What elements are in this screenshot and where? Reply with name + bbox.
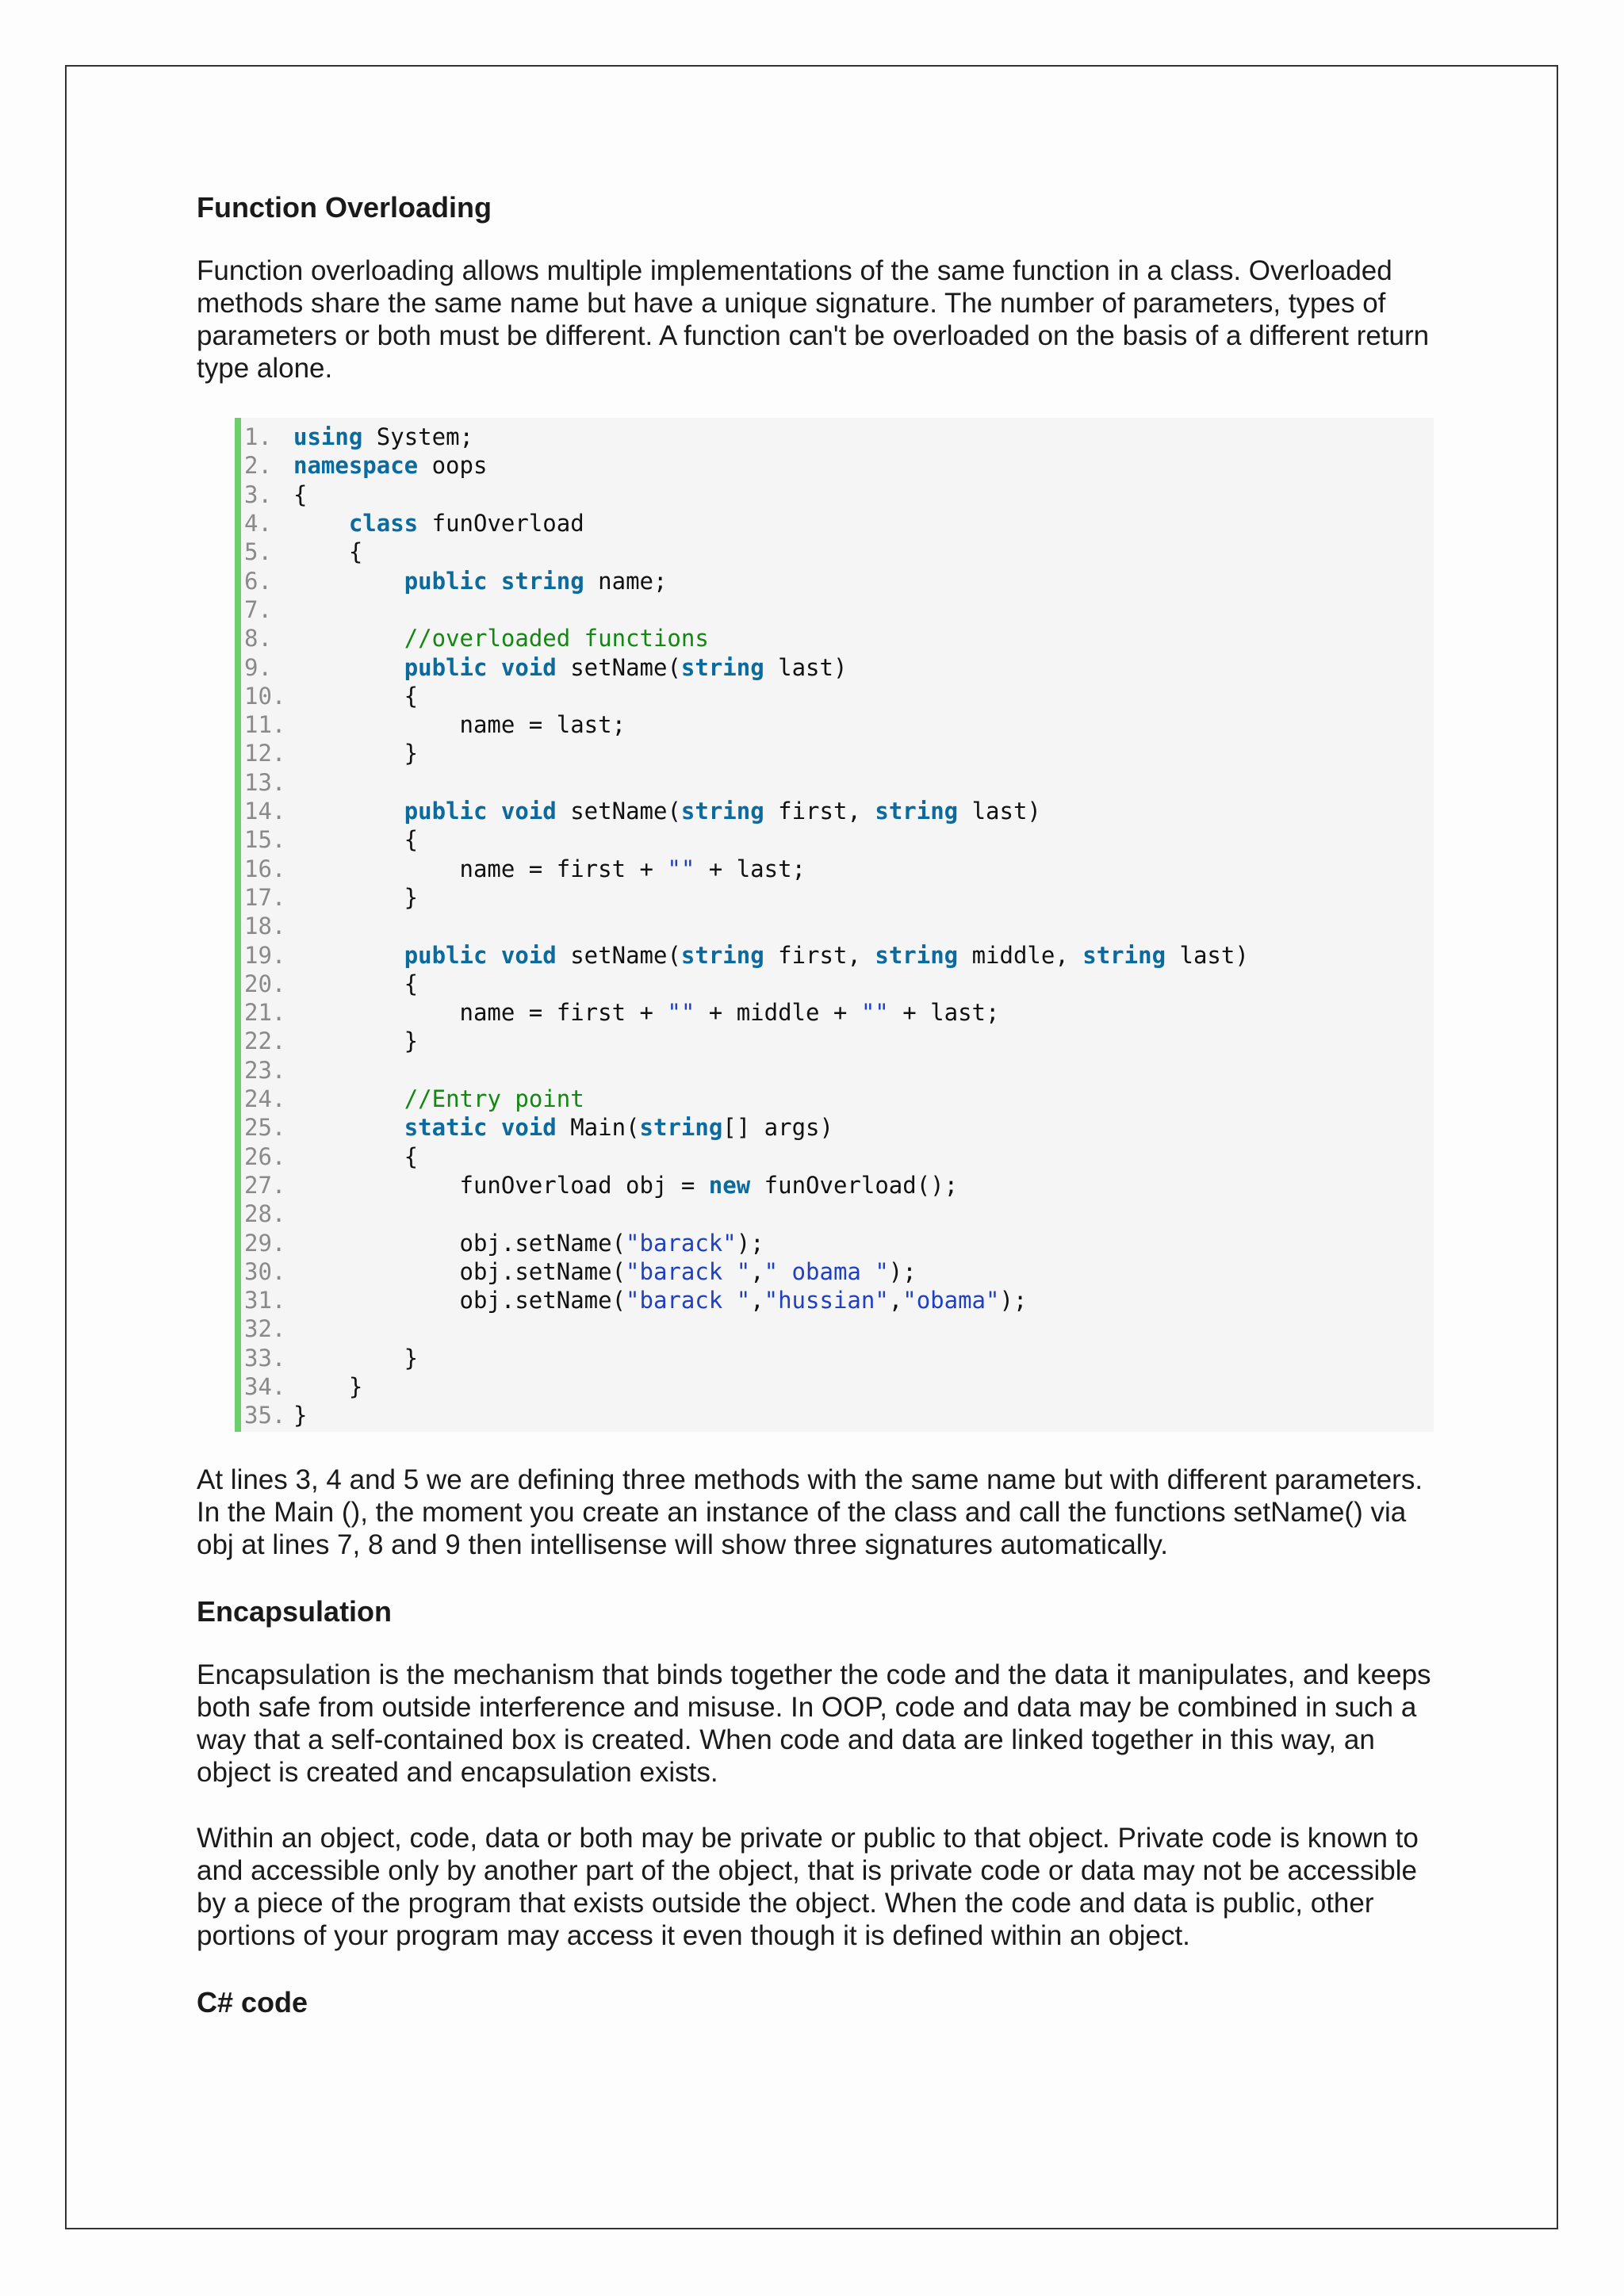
code-token: , xyxy=(750,1287,764,1314)
line-number: 12. xyxy=(244,740,286,767)
code-string: "hussian" xyxy=(764,1287,889,1314)
code-text xyxy=(293,480,307,509)
code-token: , xyxy=(888,1287,903,1314)
code-text xyxy=(293,739,418,767)
code-token xyxy=(293,1085,404,1112)
code-line xyxy=(241,768,1434,797)
code-text xyxy=(293,1401,307,1429)
line-number: 34. xyxy=(244,1372,286,1400)
code-string: " obama " xyxy=(764,1257,889,1285)
code-line xyxy=(241,1229,1434,1257)
code-string: "barack " xyxy=(626,1257,751,1285)
code-token: + last; xyxy=(695,855,806,882)
code-text xyxy=(293,1113,833,1142)
line-number: 5. xyxy=(244,538,272,566)
code-token: name = first + xyxy=(293,999,668,1027)
code-line xyxy=(241,595,1434,624)
code-line xyxy=(241,912,1434,940)
code-keyword: void xyxy=(500,798,557,825)
line-number: 20. xyxy=(244,970,286,997)
code-line xyxy=(241,480,1434,509)
code-text xyxy=(293,509,584,538)
code-text xyxy=(293,998,999,1027)
code-text xyxy=(293,825,418,854)
line-number: 11. xyxy=(244,711,286,739)
page-content xyxy=(197,190,1434,2049)
code-token xyxy=(487,798,500,825)
code-line xyxy=(241,883,1434,912)
code-line xyxy=(241,1056,1434,1085)
code-text xyxy=(293,1142,418,1171)
code-token: [] args) xyxy=(722,1114,833,1142)
code-token xyxy=(293,798,404,825)
code-keyword: void xyxy=(500,653,557,681)
code-token: } xyxy=(293,1344,419,1372)
paragraph-encapsulation-1: Encapsulation is the mechanism that binds together the code and the data it manipulates, and keeps both safe from outside interference and misuse. In OOP, code and data may be combined in such a way that a self-contained box is created. When code and data are linked together in this way, an object is created and encapsulation exists. xyxy=(197,1659,1431,1788)
code-comment: //overloaded functions xyxy=(404,625,709,652)
code-text xyxy=(293,710,626,739)
code-keyword: void xyxy=(500,1114,557,1142)
code-line xyxy=(241,509,1434,538)
code-token: ); xyxy=(888,1257,917,1285)
code-token: } xyxy=(293,1027,419,1055)
code-token: middle, xyxy=(958,941,1083,969)
line-number: 17. xyxy=(244,883,286,911)
code-line xyxy=(241,1314,1434,1343)
line-number: 24. xyxy=(244,1085,286,1113)
code-line xyxy=(241,797,1434,825)
code-line xyxy=(241,710,1434,739)
code-token: funOverload(); xyxy=(750,1171,959,1199)
code-token: } xyxy=(293,1372,363,1400)
code-line xyxy=(241,1142,1434,1171)
line-number: 18. xyxy=(244,913,286,940)
line-number: 15. xyxy=(244,826,286,854)
code-keyword: static xyxy=(404,1114,488,1142)
code-token: name = last; xyxy=(293,711,626,739)
code-token xyxy=(487,654,500,681)
code-token: first, xyxy=(764,798,875,825)
code-block xyxy=(235,418,1434,1431)
code-line xyxy=(241,739,1434,767)
code-text xyxy=(293,1344,418,1372)
section-heading-encapsulation: Encapsulation xyxy=(197,1594,393,1628)
code-text xyxy=(293,1027,418,1055)
code-token: name = first + xyxy=(293,855,668,882)
code-line xyxy=(241,451,1434,480)
line-number: 21. xyxy=(244,999,286,1027)
section-heading-function-overloading: Function Overloading xyxy=(197,191,492,224)
code-token xyxy=(293,1114,404,1141)
code-token: setName( xyxy=(556,941,681,969)
code-line xyxy=(241,653,1434,682)
code-text xyxy=(293,941,1249,970)
code-text xyxy=(293,855,806,883)
code-comment: //Entry point xyxy=(404,1085,584,1113)
code-token: { xyxy=(293,1142,419,1170)
code-line xyxy=(241,1113,1434,1142)
code-token xyxy=(293,942,404,969)
code-line xyxy=(241,624,1434,652)
code-line xyxy=(241,825,1434,854)
code-keyword: public xyxy=(404,941,488,969)
code-keyword: class xyxy=(348,510,419,538)
line-number: 4. xyxy=(244,510,272,538)
code-token: } xyxy=(293,883,419,911)
line-number: 16. xyxy=(244,855,286,882)
code-text xyxy=(293,538,362,566)
code-keyword: using xyxy=(293,423,363,451)
code-line xyxy=(241,423,1434,451)
line-number: 7. xyxy=(244,595,272,623)
code-keyword: string xyxy=(639,1114,723,1142)
code-token xyxy=(487,1114,500,1141)
paragraph-encapsulation-2: Within an object, code, data or both may be private or public to that object. Private code is known to and accessible only by another part of the object, that is private code or data may not be accessible by a piece of the program that exists outside the object. When the code and data is public, other portions of your program may access it even though it is defined within an object. xyxy=(197,1822,1419,1951)
code-line xyxy=(241,1171,1434,1200)
code-line xyxy=(241,855,1434,883)
code-text xyxy=(293,883,418,912)
code-token xyxy=(293,625,404,652)
code-keyword: public xyxy=(404,653,488,681)
code-text xyxy=(293,567,667,595)
code-keyword: namespace xyxy=(293,452,419,480)
code-text xyxy=(293,1257,917,1286)
line-number: 3. xyxy=(244,480,272,508)
code-token: ); xyxy=(736,1229,764,1257)
code-token: { xyxy=(293,682,419,710)
code-text xyxy=(293,1171,958,1200)
code-token: Main( xyxy=(556,1114,640,1142)
code-string: "" xyxy=(667,855,695,882)
code-text xyxy=(293,1085,584,1113)
line-number: 31. xyxy=(244,1287,286,1314)
code-keyword: string xyxy=(680,653,764,681)
code-keyword: void xyxy=(500,941,557,969)
code-keyword: string xyxy=(680,941,764,969)
code-text xyxy=(293,1229,764,1257)
code-keyword: string xyxy=(875,941,959,969)
code-line xyxy=(241,1372,1434,1401)
code-keyword: string xyxy=(680,798,764,825)
line-number: 22. xyxy=(244,1027,286,1055)
code-string: "" xyxy=(860,999,889,1027)
code-token: , xyxy=(750,1257,764,1285)
line-number: 28. xyxy=(244,1200,286,1228)
code-token: { xyxy=(293,538,363,566)
code-token: name; xyxy=(584,567,668,595)
code-text xyxy=(293,1286,1027,1314)
line-number: 35. xyxy=(244,1402,286,1429)
section-heading-csharp-code: C# code xyxy=(197,1985,308,2019)
line-number: 27. xyxy=(244,1171,286,1199)
line-number: 2. xyxy=(244,452,272,480)
line-number: 32. xyxy=(244,1315,286,1343)
code-token xyxy=(293,654,404,681)
code-line xyxy=(241,998,1434,1027)
code-token: { xyxy=(293,970,419,997)
code-token: last) xyxy=(1166,941,1249,969)
line-number: 10. xyxy=(244,682,286,710)
code-token: oops xyxy=(418,452,488,480)
code-token: obj.setName( xyxy=(293,1257,626,1285)
code-keyword: string xyxy=(500,567,584,595)
line-number: 8. xyxy=(244,625,272,652)
code-token: obj.setName( xyxy=(293,1229,626,1257)
code-token xyxy=(487,942,500,969)
code-string: "" xyxy=(667,999,695,1027)
line-number: 1. xyxy=(244,423,272,451)
code-keyword: public xyxy=(404,567,488,595)
code-line xyxy=(241,1085,1434,1113)
code-token: obj.setName( xyxy=(293,1287,626,1314)
code-text xyxy=(293,423,473,451)
code-token: + last; xyxy=(888,999,1000,1027)
line-number: 19. xyxy=(244,941,286,969)
code-text xyxy=(293,624,709,652)
code-line xyxy=(241,1027,1434,1055)
paragraph-code-explanation: At lines 3, 4 and 5 we are defining three methods with the same name but with different parameters. In the Main (), the moment you create an instance of the class and call the functions setName() via obj at lines 7, 8 and 9 then intellisense will show three signatures automatically. xyxy=(197,1464,1423,1560)
code-text xyxy=(293,451,487,480)
code-token: first, xyxy=(764,941,875,969)
code-keyword: public xyxy=(404,798,488,825)
line-number: 9. xyxy=(244,653,272,681)
code-token: last) xyxy=(958,798,1041,825)
code-line xyxy=(241,1200,1434,1228)
code-text xyxy=(293,1372,362,1401)
line-number: 14. xyxy=(244,798,286,825)
code-token: } xyxy=(293,740,419,767)
code-line xyxy=(241,1344,1434,1372)
code-text xyxy=(293,682,418,710)
code-token: + middle + xyxy=(695,999,861,1027)
code-line xyxy=(241,567,1434,595)
code-text xyxy=(293,653,847,682)
code-line xyxy=(241,1401,1434,1429)
line-number: 30. xyxy=(244,1257,286,1285)
code-text xyxy=(293,970,418,998)
code-keyword: new xyxy=(708,1171,751,1199)
code-token: } xyxy=(293,1402,308,1429)
code-token: last) xyxy=(764,653,848,681)
code-token xyxy=(293,568,404,595)
code-text xyxy=(293,797,1041,825)
line-number: 6. xyxy=(244,567,272,595)
line-number: 29. xyxy=(244,1229,286,1257)
line-number: 23. xyxy=(244,1056,286,1084)
code-token: { xyxy=(293,826,419,854)
code-token: setName( xyxy=(556,653,681,681)
code-token: System; xyxy=(362,423,473,451)
code-line xyxy=(241,538,1434,566)
code-keyword: string xyxy=(1082,941,1166,969)
code-string: "obama" xyxy=(902,1287,1000,1314)
code-line xyxy=(241,682,1434,710)
line-number: 25. xyxy=(244,1114,286,1142)
code-line xyxy=(241,941,1434,970)
code-token: funOverload obj = xyxy=(293,1171,709,1199)
code-token: ); xyxy=(999,1287,1028,1314)
code-token: funOverload xyxy=(418,510,584,538)
code-token xyxy=(293,510,349,537)
paragraph-overloading-intro: Function overloading allows multiple implementations of the same function in a class. Overloaded methods share the same name but have a unique signature. The number of parameters, types of parameters or both must be different. A function can't be overloaded on the basis of a different return type alone. xyxy=(197,255,1430,385)
line-number: 33. xyxy=(244,1344,286,1372)
line-number: 26. xyxy=(244,1142,286,1170)
code-line xyxy=(241,1257,1434,1286)
code-line xyxy=(241,970,1434,998)
line-number: 13. xyxy=(244,768,286,796)
code-keyword: string xyxy=(875,798,959,825)
code-token: { xyxy=(293,480,308,508)
code-line xyxy=(241,1286,1434,1314)
code-string: "barack" xyxy=(626,1229,737,1257)
code-string: "barack " xyxy=(626,1287,751,1314)
code-token xyxy=(487,568,500,595)
code-token: setName( xyxy=(556,798,681,825)
